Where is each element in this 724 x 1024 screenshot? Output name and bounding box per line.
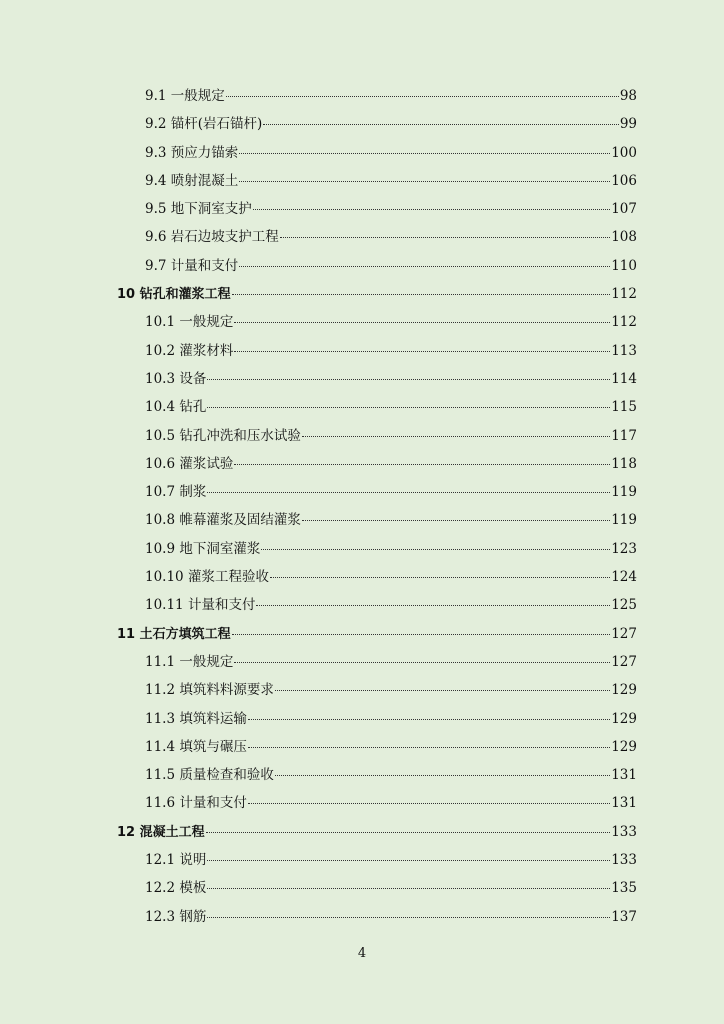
toc-entry-page-number: 106 bbox=[611, 172, 637, 189]
toc-section-entry[interactable] bbox=[0, 393, 724, 421]
toc-entry-page-number: 125 bbox=[611, 597, 637, 614]
toc-entry-label: 9.3 预应力锚索 bbox=[145, 144, 239, 161]
toc-entry-label: 11.3 填筑料运输 bbox=[145, 710, 247, 727]
toc-section-entry[interactable] bbox=[0, 733, 724, 761]
toc-entry-label: 9.7 计量和支付 bbox=[145, 257, 239, 274]
toc-dot-leader bbox=[226, 96, 619, 97]
toc-dot-leader bbox=[207, 860, 610, 861]
toc-dot-leader bbox=[207, 888, 610, 889]
toc-dot-leader bbox=[206, 832, 611, 833]
toc-entry-page-number: 137 bbox=[611, 908, 637, 925]
toc-entry-page-number: 114 bbox=[611, 370, 637, 387]
toc-entry-label: 10.8 帷幕灌浆及固结灌浆 bbox=[145, 512, 301, 529]
toc-entry-page-number: 133 bbox=[611, 823, 637, 840]
toc-entry-label: 11 土石方填筑工程 bbox=[117, 626, 231, 642]
toc-entry-page-number: 127 bbox=[611, 653, 637, 670]
toc-entry-page-number: 119 bbox=[611, 512, 637, 529]
toc-section-entry[interactable] bbox=[0, 82, 724, 110]
toc-chapter-entry[interactable] bbox=[0, 280, 724, 308]
toc-entry-label: 10.2 灌浆材料 bbox=[145, 342, 234, 359]
toc-entry-page-number: 112 bbox=[611, 286, 637, 303]
toc-entry-page-number: 113 bbox=[611, 342, 637, 359]
toc-entry-label: 10.3 设备 bbox=[145, 370, 207, 387]
toc-section-entry[interactable] bbox=[0, 110, 724, 138]
toc-entry-label: 11.2 填筑料料源要求 bbox=[145, 682, 274, 699]
toc-dot-leader bbox=[270, 577, 610, 578]
toc-entry-page-number: 133 bbox=[611, 852, 637, 869]
toc-dot-leader bbox=[207, 407, 610, 408]
toc-section-entry[interactable] bbox=[0, 846, 724, 874]
toc-section-entry[interactable] bbox=[0, 422, 724, 450]
toc-dot-leader bbox=[234, 464, 610, 465]
toc-entry-page-number: 108 bbox=[611, 229, 637, 246]
toc-entry-label: 10.11 计量和支付 bbox=[145, 597, 256, 614]
toc-entry-label: 10.9 地下洞室灌浆 bbox=[145, 540, 261, 557]
toc-entry-page-number: 100 bbox=[611, 144, 637, 161]
toc-section-entry[interactable] bbox=[0, 167, 724, 195]
toc-section-entry[interactable] bbox=[0, 563, 724, 591]
toc-dot-leader bbox=[263, 124, 619, 125]
toc-section-entry[interactable] bbox=[0, 223, 724, 251]
toc-section-entry[interactable] bbox=[0, 450, 724, 478]
toc-dot-leader bbox=[248, 747, 610, 748]
toc-entry-label: 9.6 岩石边坡支护工程 bbox=[145, 229, 279, 246]
toc-entry-page-number: 129 bbox=[611, 682, 637, 699]
toc-dot-leader bbox=[256, 605, 610, 606]
toc-chapter-entry[interactable] bbox=[0, 818, 724, 846]
toc-entry-label: 10.6 灌浆试验 bbox=[145, 455, 234, 472]
toc-entry-label: 11.5 质量检查和验收 bbox=[145, 767, 274, 784]
toc-section-entry[interactable] bbox=[0, 506, 724, 534]
toc-dot-leader bbox=[280, 237, 610, 238]
toc-entry-page-number: 119 bbox=[611, 484, 637, 501]
toc-entry-page-number: 110 bbox=[611, 257, 637, 274]
toc-section-entry[interactable] bbox=[0, 535, 724, 563]
toc-section-entry[interactable] bbox=[0, 139, 724, 167]
toc-entry-page-number: 129 bbox=[611, 710, 637, 727]
toc-entry-page-number: 131 bbox=[611, 767, 637, 784]
toc-entry-label: 9.4 喷射混凝土 bbox=[145, 172, 239, 189]
toc-entry-label: 12 混凝土工程 bbox=[117, 824, 205, 840]
toc-entry-page-number: 118 bbox=[611, 455, 637, 472]
toc-entry-label: 9.5 地下洞室支护 bbox=[145, 201, 252, 218]
toc-dot-leader bbox=[207, 917, 610, 918]
toc-entry-page-number: 99 bbox=[619, 116, 637, 133]
toc-entry-label: 10.4 钻孔 bbox=[145, 399, 207, 416]
toc-dot-leader bbox=[302, 436, 610, 437]
toc-entry-page-number: 135 bbox=[611, 880, 637, 897]
toc-section-entry[interactable] bbox=[0, 591, 724, 619]
toc-entry-label: 10 钻孔和灌浆工程 bbox=[117, 287, 231, 303]
toc-section-entry[interactable] bbox=[0, 648, 724, 676]
toc-entry-label: 10.5 钻孔冲洗和压水试验 bbox=[145, 427, 301, 444]
toc-dot-leader bbox=[302, 520, 610, 521]
table-of-contents bbox=[0, 82, 724, 931]
toc-entry-page-number: 117 bbox=[611, 427, 637, 444]
toc-entry-label: 12.3 钢筋 bbox=[145, 908, 207, 925]
toc-entry-label: 10.10 灌浆工程验收 bbox=[145, 569, 269, 586]
toc-section-entry[interactable] bbox=[0, 874, 724, 902]
toc-dot-leader bbox=[207, 379, 610, 380]
toc-entry-label: 9.2 锚杆(岩石锚杆) bbox=[145, 116, 263, 133]
toc-entry-label: 11.4 填筑与碾压 bbox=[145, 738, 247, 755]
toc-entry-page-number: 127 bbox=[611, 625, 637, 642]
toc-dot-leader bbox=[232, 634, 611, 635]
toc-dot-leader bbox=[234, 351, 610, 352]
toc-entry-page-number: 123 bbox=[611, 540, 637, 557]
toc-entry-page-number: 107 bbox=[611, 201, 637, 218]
toc-dot-leader bbox=[239, 181, 610, 182]
toc-entry-label: 10.1 一般规定 bbox=[145, 314, 234, 331]
toc-dot-leader bbox=[239, 266, 610, 267]
toc-entry-page-number: 129 bbox=[611, 738, 637, 755]
toc-dot-leader bbox=[261, 549, 610, 550]
toc-dot-leader bbox=[248, 803, 610, 804]
toc-section-entry[interactable] bbox=[0, 761, 724, 789]
toc-entry-label: 12.1 说明 bbox=[145, 852, 207, 869]
toc-dot-leader bbox=[253, 209, 610, 210]
toc-section-entry[interactable] bbox=[0, 789, 724, 817]
toc-entry-page-number: 124 bbox=[611, 569, 637, 586]
toc-entry-label: 12.2 模板 bbox=[145, 880, 207, 897]
toc-dot-leader bbox=[232, 294, 611, 295]
toc-section-entry[interactable] bbox=[0, 705, 724, 733]
toc-dot-leader bbox=[234, 662, 610, 663]
toc-entry-label: 11.1 一般规定 bbox=[145, 653, 234, 670]
toc-dot-leader bbox=[248, 719, 610, 720]
toc-chapter-entry[interactable] bbox=[0, 620, 724, 648]
toc-dot-leader bbox=[275, 775, 610, 776]
toc-section-entry[interactable] bbox=[0, 252, 724, 280]
toc-dot-leader bbox=[239, 153, 610, 154]
toc-section-entry[interactable] bbox=[0, 903, 724, 931]
toc-section-entry[interactable] bbox=[0, 478, 724, 506]
toc-dot-leader bbox=[207, 492, 610, 493]
toc-section-entry[interactable] bbox=[0, 195, 724, 223]
toc-entry-page-number: 131 bbox=[611, 795, 637, 812]
toc-entry-label: 9.1 一般规定 bbox=[145, 88, 225, 104]
toc-entry-page-number: 112 bbox=[611, 314, 637, 331]
toc-entry-page-number: 98 bbox=[619, 88, 637, 104]
toc-section-entry[interactable] bbox=[0, 365, 724, 393]
toc-section-entry[interactable] bbox=[0, 337, 724, 365]
toc-entry-page-number: 115 bbox=[611, 399, 637, 416]
toc-dot-leader bbox=[275, 690, 610, 691]
toc-entry-label: 10.7 制浆 bbox=[145, 484, 207, 501]
page-number: 4 bbox=[357, 946, 367, 961]
toc-entry-label: 11.6 计量和支付 bbox=[145, 795, 247, 812]
toc-section-entry[interactable] bbox=[0, 676, 724, 704]
toc-section-entry[interactable] bbox=[0, 308, 724, 336]
toc-dot-leader bbox=[234, 322, 610, 323]
